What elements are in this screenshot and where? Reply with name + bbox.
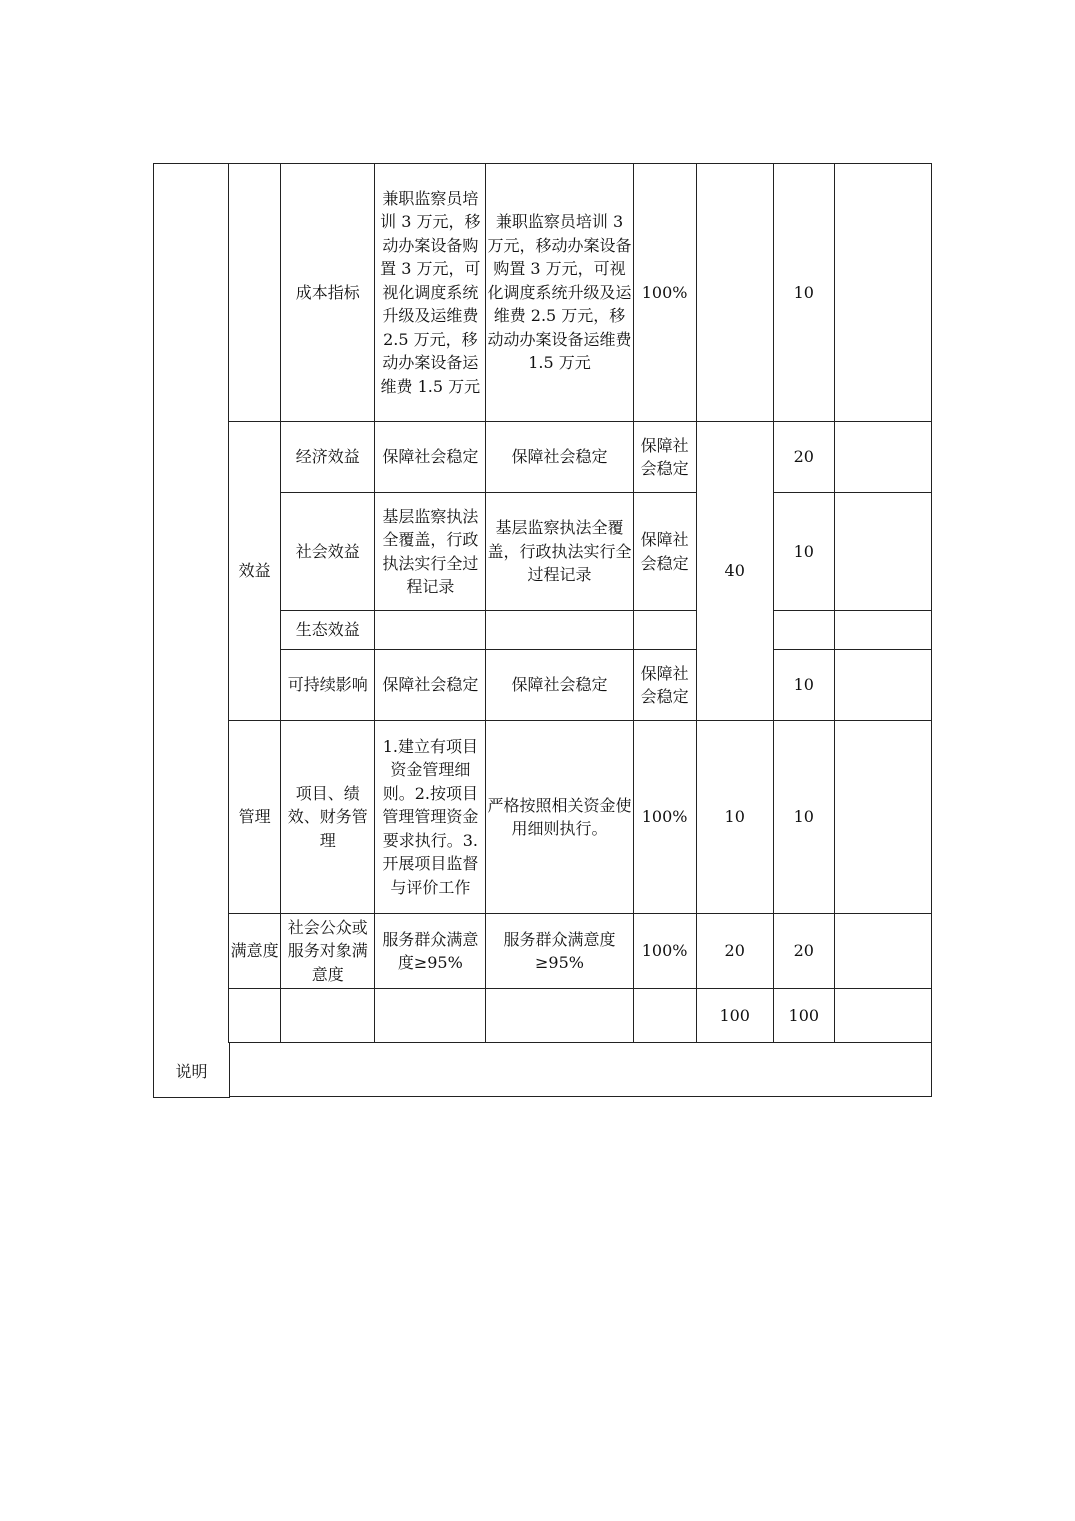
actual-value-cell: 兼职监察员培训 3 万元，移动办案设备购置 3 万元，可视化调度系统升级及运维费 2.5 万元，移动动办案设备运维费 1.5 万元 bbox=[486, 164, 633, 422]
table-row-cost bbox=[154, 164, 932, 422]
actual-value-cell: 严格按照相关资金使用细则执行。 bbox=[486, 721, 633, 914]
total-weight-cell: 100 bbox=[696, 989, 773, 1043]
target-value-cell: 兼职监察员培训 3 万元，移动办案设备购置 3 万元，可视化调度系统升级及运维费 2.5 万元，移动办案设备运维费 1.5 万元 bbox=[375, 164, 486, 422]
actual-value-cell: 保障社会稳定 bbox=[486, 650, 633, 721]
indicator-cell: 经济效益 bbox=[281, 422, 375, 493]
score-cell: 10 bbox=[773, 493, 834, 611]
total-empty-cell bbox=[633, 989, 696, 1043]
category-satisfaction-cell: 满意度 bbox=[229, 914, 281, 989]
completion-rate-cell bbox=[633, 611, 696, 650]
actual-value-cell: 服务群众满意度≥95% bbox=[486, 914, 633, 989]
indicator-cell: 社会效益 bbox=[281, 493, 375, 611]
completion-rate-cell: 100% bbox=[633, 721, 696, 914]
category-level1-cell bbox=[154, 164, 229, 1097]
remark-cell bbox=[834, 914, 931, 989]
performance-table bbox=[153, 163, 932, 1097]
total-empty-cell bbox=[486, 989, 633, 1043]
target-value-cell: 基层监察执法全覆盖，行政执法实行全过程记录 bbox=[375, 493, 486, 611]
actual-value-cell: 保障社会稳定 bbox=[486, 422, 633, 493]
indicator-cell: 项目、绩效、财务管理 bbox=[281, 721, 375, 914]
target-value-cell: 保障社会稳定 bbox=[375, 650, 486, 721]
actual-value-cell: 基层监察执法全覆盖，行政执法实行全过程记录 bbox=[486, 493, 633, 611]
remark-cell bbox=[834, 989, 931, 1043]
indicator-cell: 可持续影响 bbox=[281, 650, 375, 721]
total-empty-cell bbox=[281, 989, 375, 1043]
table-row-management bbox=[154, 721, 932, 914]
target-value-cell: 保障社会稳定 bbox=[375, 422, 486, 493]
weight-cell bbox=[696, 164, 773, 422]
table-row-notes bbox=[154, 1043, 932, 1097]
completion-rate-cell: 保障社会稳定 bbox=[633, 493, 696, 611]
benefit-weight-cell: 40 bbox=[696, 422, 773, 721]
category-benefit-cell: 效益 bbox=[229, 422, 281, 721]
target-value-cell: 1.建立有项目资金管理细则。2.按项目管理管理资金要求执行。3.开展项目监督与评价工作 bbox=[375, 721, 486, 914]
indicator-cell: 成本指标 bbox=[281, 164, 375, 422]
score-cell bbox=[773, 611, 834, 650]
weight-cell: 20 bbox=[696, 914, 773, 989]
completion-rate-cell: 100% bbox=[633, 914, 696, 989]
target-value-cell: 服务群众满意度≥95% bbox=[375, 914, 486, 989]
actual-value-cell bbox=[486, 611, 633, 650]
remark-cell bbox=[834, 650, 931, 721]
remark-cell bbox=[834, 164, 931, 422]
notes-label bbox=[153, 1043, 230, 1098]
target-value-cell bbox=[375, 611, 486, 650]
indicator-cell: 社会公众或服务对象满意度 bbox=[281, 914, 375, 989]
score-cell: 10 bbox=[773, 721, 834, 914]
indicator-cell: 生态效益 bbox=[281, 611, 375, 650]
total-empty-cell bbox=[229, 989, 281, 1043]
notes-label-text: 说明 bbox=[175, 1061, 208, 1081]
score-cell: 10 bbox=[773, 650, 834, 721]
table-row-total bbox=[154, 989, 932, 1043]
notes-text-cell bbox=[229, 1043, 932, 1097]
total-score-cell: 100 bbox=[773, 989, 834, 1043]
completion-rate-cell: 保障社会稳定 bbox=[633, 650, 696, 721]
completion-rate-cell: 保障社会稳定 bbox=[633, 422, 696, 493]
score-cell: 20 bbox=[773, 422, 834, 493]
table-row-satisfaction bbox=[154, 914, 932, 989]
table-row-economic bbox=[154, 422, 932, 493]
category-management-cell: 管理 bbox=[229, 721, 281, 914]
weight-cell: 10 bbox=[696, 721, 773, 914]
remark-cell bbox=[834, 493, 931, 611]
score-cell: 10 bbox=[773, 164, 834, 422]
total-empty-cell bbox=[375, 989, 486, 1043]
completion-rate-cell: 100% bbox=[633, 164, 696, 422]
remark-cell bbox=[834, 611, 931, 650]
category-level2-cell bbox=[229, 164, 281, 422]
remark-cell bbox=[834, 422, 931, 493]
remark-cell bbox=[834, 721, 931, 914]
score-cell: 20 bbox=[773, 914, 834, 989]
